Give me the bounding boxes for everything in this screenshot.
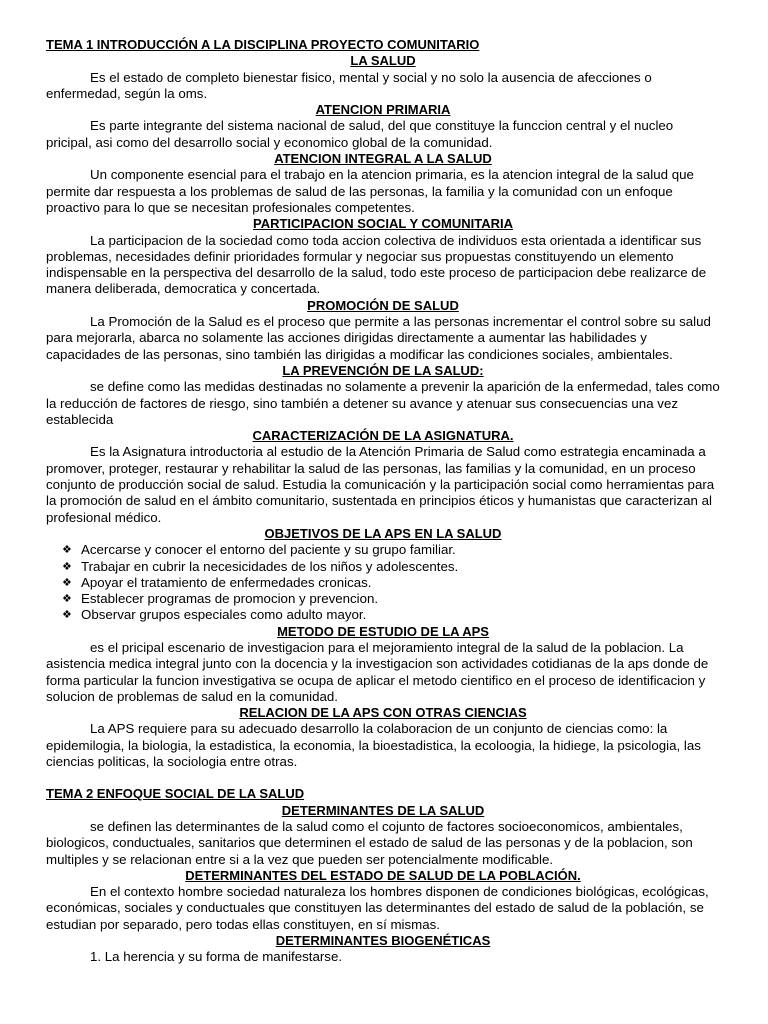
diamond-bullet-icon: ❖ — [62, 609, 72, 622]
list-item-herencia: 1. La herencia y su forma de manifestarse. — [90, 949, 343, 965]
list-item-text: Observar grupos especiales como adulto mayor. — [81, 607, 367, 623]
list-item — [62, 591, 720, 607]
diamond-bullet-icon: ❖ — [62, 560, 72, 573]
objetivos-list — [46, 542, 720, 623]
paragraph-relacion-ciencias: La APS requiere para su adecuado desarrollo la colaboracion de un conjunto de ciencias como: la epidemilogia, la biologia, la estadistica, la economia, la bioestadistica, la ecoloogia, la hidiege, la psicologia, las ciencias politicas, la sociologia entre otras. — [46, 721, 701, 770]
heading-participacion-social: PARTICIPACION SOCIAL Y COMUNITARIA — [252, 216, 513, 232]
paragraph-promocion-salud: La Promoción de la Salud es el proceso que permite a las personas incrementar el control sobre su salud para mejorarla, abarca no solamente las acciones dirigidas directamente a aumentar las habilidades y capacidades de las personas, sino también las dirigidas a modificar las condiciones sociales, ambientales. — [46, 314, 711, 362]
heading-caracterizacion: CARACTERIZACIÓN DE LA ASIGNATURA. — [252, 428, 514, 444]
paragraph-determinantes-estado: En el contexto hombre sociedad naturaleza los hombres disponen de condiciones biológicas, ecológicas, económicas, sociales y conductuales que constituyen las determinantes del estado de salud de la población, se estudian por separado, pero todas ellas constituyen, en sí mismas. — [46, 884, 709, 932]
list-item-text: Establecer programas de promocion y prevencion. — [81, 591, 379, 607]
heading-atencion-integral: ATENCION INTEGRAL A LA SALUD — [274, 151, 492, 167]
list-item-text: Apoyar el tratamiento de enfermedades cronicas. — [81, 574, 372, 590]
list-item — [62, 542, 720, 558]
heading-determinantes-salud: DETERMINANTES DE LA SALUD — [281, 802, 485, 818]
heading-metodo-estudio: METODO DE ESTUDIO DE LA APS — [277, 623, 489, 639]
document-page — [46, 37, 720, 966]
list-item — [62, 559, 720, 575]
paragraph-participacion-social: La participacion de la sociedad como toda accion colectiva de individuos esta orientada a identificar sus problemas, necesidades definir prioridades formular y negociar sus propuestas constituyendo un elemento indispensable en la perspectiva del desarrollo de la salud, todo este proceso de participacion debe realizarce de manera deliberada, democratica y concertada. — [46, 232, 707, 297]
diamond-bullet-icon: ❖ — [62, 576, 72, 589]
paragraph-determinantes-salud: se definen las determinantes de la salud como el cojunto de factores socioeconomicos, ambientales, biologicos, conductuales, sanitarios que determinen el estado de salud de las personas y de la poblacion, son multiples y se relacionan entre si a la vez que pueden ser potencialmente modificable. — [46, 818, 693, 867]
heading-prevencion-salud: LA PREVENCIÓN DE LA SALUD: — [282, 362, 484, 378]
paragraph-metodo-estudio: es el pricipal escenario de investigacion para el mejoramiento integral de la salud de la poblacion. La asistencia medica integral junto con la docencia y la investigacion son actividades cotidianas de la aps donde de forma particular la funcion investigativa se ocupa de aplicar el metodo cientifico en el proceso de identificacion y solucion de problemas de salud en la comunidad. — [46, 639, 709, 704]
paragraph-caracterizacion: Es la Asignatura introductoria al estudio de la Atención Primaria de Salud como estrategia encaminada a promover, proteger, restaurar y rehabilitar la salud de las personas, las familias y la comunidad, en un proceso conjunto de producción social de salud. Estudia la comunicación y la participación social como herramientas para la promoción de salud en el ámbito comunitario, sustentada en principios éticos y humanistas que caracterizan al profesional médico. — [46, 444, 715, 525]
list-item — [62, 575, 720, 591]
list-item — [62, 607, 720, 623]
heading-objetivos-aps: OBJETIVOS DE LA APS EN LA SALUD — [264, 525, 502, 541]
list-item-text: Trabajar en cubrir la necesicidades de los niños y adolescentes. — [81, 558, 459, 574]
paragraph-la-salud: Es el estado de completo bienestar fisico, mental y social y no solo la ausencia de afecciones o enfermedad, según la oms. — [46, 69, 652, 101]
list-item-text: Acercarse y conocer el entorno del paciente y su grupo familiar. — [81, 542, 456, 558]
heading-la-salud: LA SALUD — [350, 53, 416, 69]
heading-relacion-ciencias: RELACION DE LA APS CON OTRAS CIENCIAS — [239, 705, 527, 721]
paragraph-atencion-primaria: Es parte integrante del sistema nacional de salud, del que constituye la funccion central y el nucleo pricipal, asi como del desarrollo social y economico global de la comunidad. — [46, 118, 674, 150]
heading-determinantes-biogeneticas: DETERMINANTES BIOGENÉTICAS — [275, 933, 491, 949]
topic-2-heading: TEMA 2 ENFOQUE SOCIAL DE LA SALUD — [46, 786, 305, 802]
diamond-bullet-icon: ❖ — [62, 593, 72, 606]
heading-promocion-salud: PROMOCIÓN DE SALUD — [307, 297, 459, 313]
paragraph-prevencion-salud: se define como las medidas destinadas no solamente a prevenir la aparición de la enfermedad, tales como la reducción de factores de riesgo, sino también a detener su avance y atenuar sus consecuencias una vez establecida — [46, 379, 720, 427]
diamond-bullet-icon: ❖ — [62, 544, 72, 557]
topic-1-heading: TEMA 1 INTRODUCCIÓN A LA DISCIPLINA PROYECTO COMUNITARIO — [46, 37, 480, 52]
heading-atencion-primaria: ATENCION PRIMARIA — [315, 102, 451, 118]
heading-determinantes-estado: DETERMINANTES DEL ESTADO DE SALUD DE LA POBLACIÓN. — [185, 867, 581, 883]
paragraph-atencion-integral: Un componente esencial para el trabajo en la atencion primaria, es la atencion integral de la salud que permite dar respuesta a los problemas de salud de las personas, la familia y la comunidad con un enfoque proactivo para lo que se necesitan profesionales competentes. — [46, 167, 694, 215]
